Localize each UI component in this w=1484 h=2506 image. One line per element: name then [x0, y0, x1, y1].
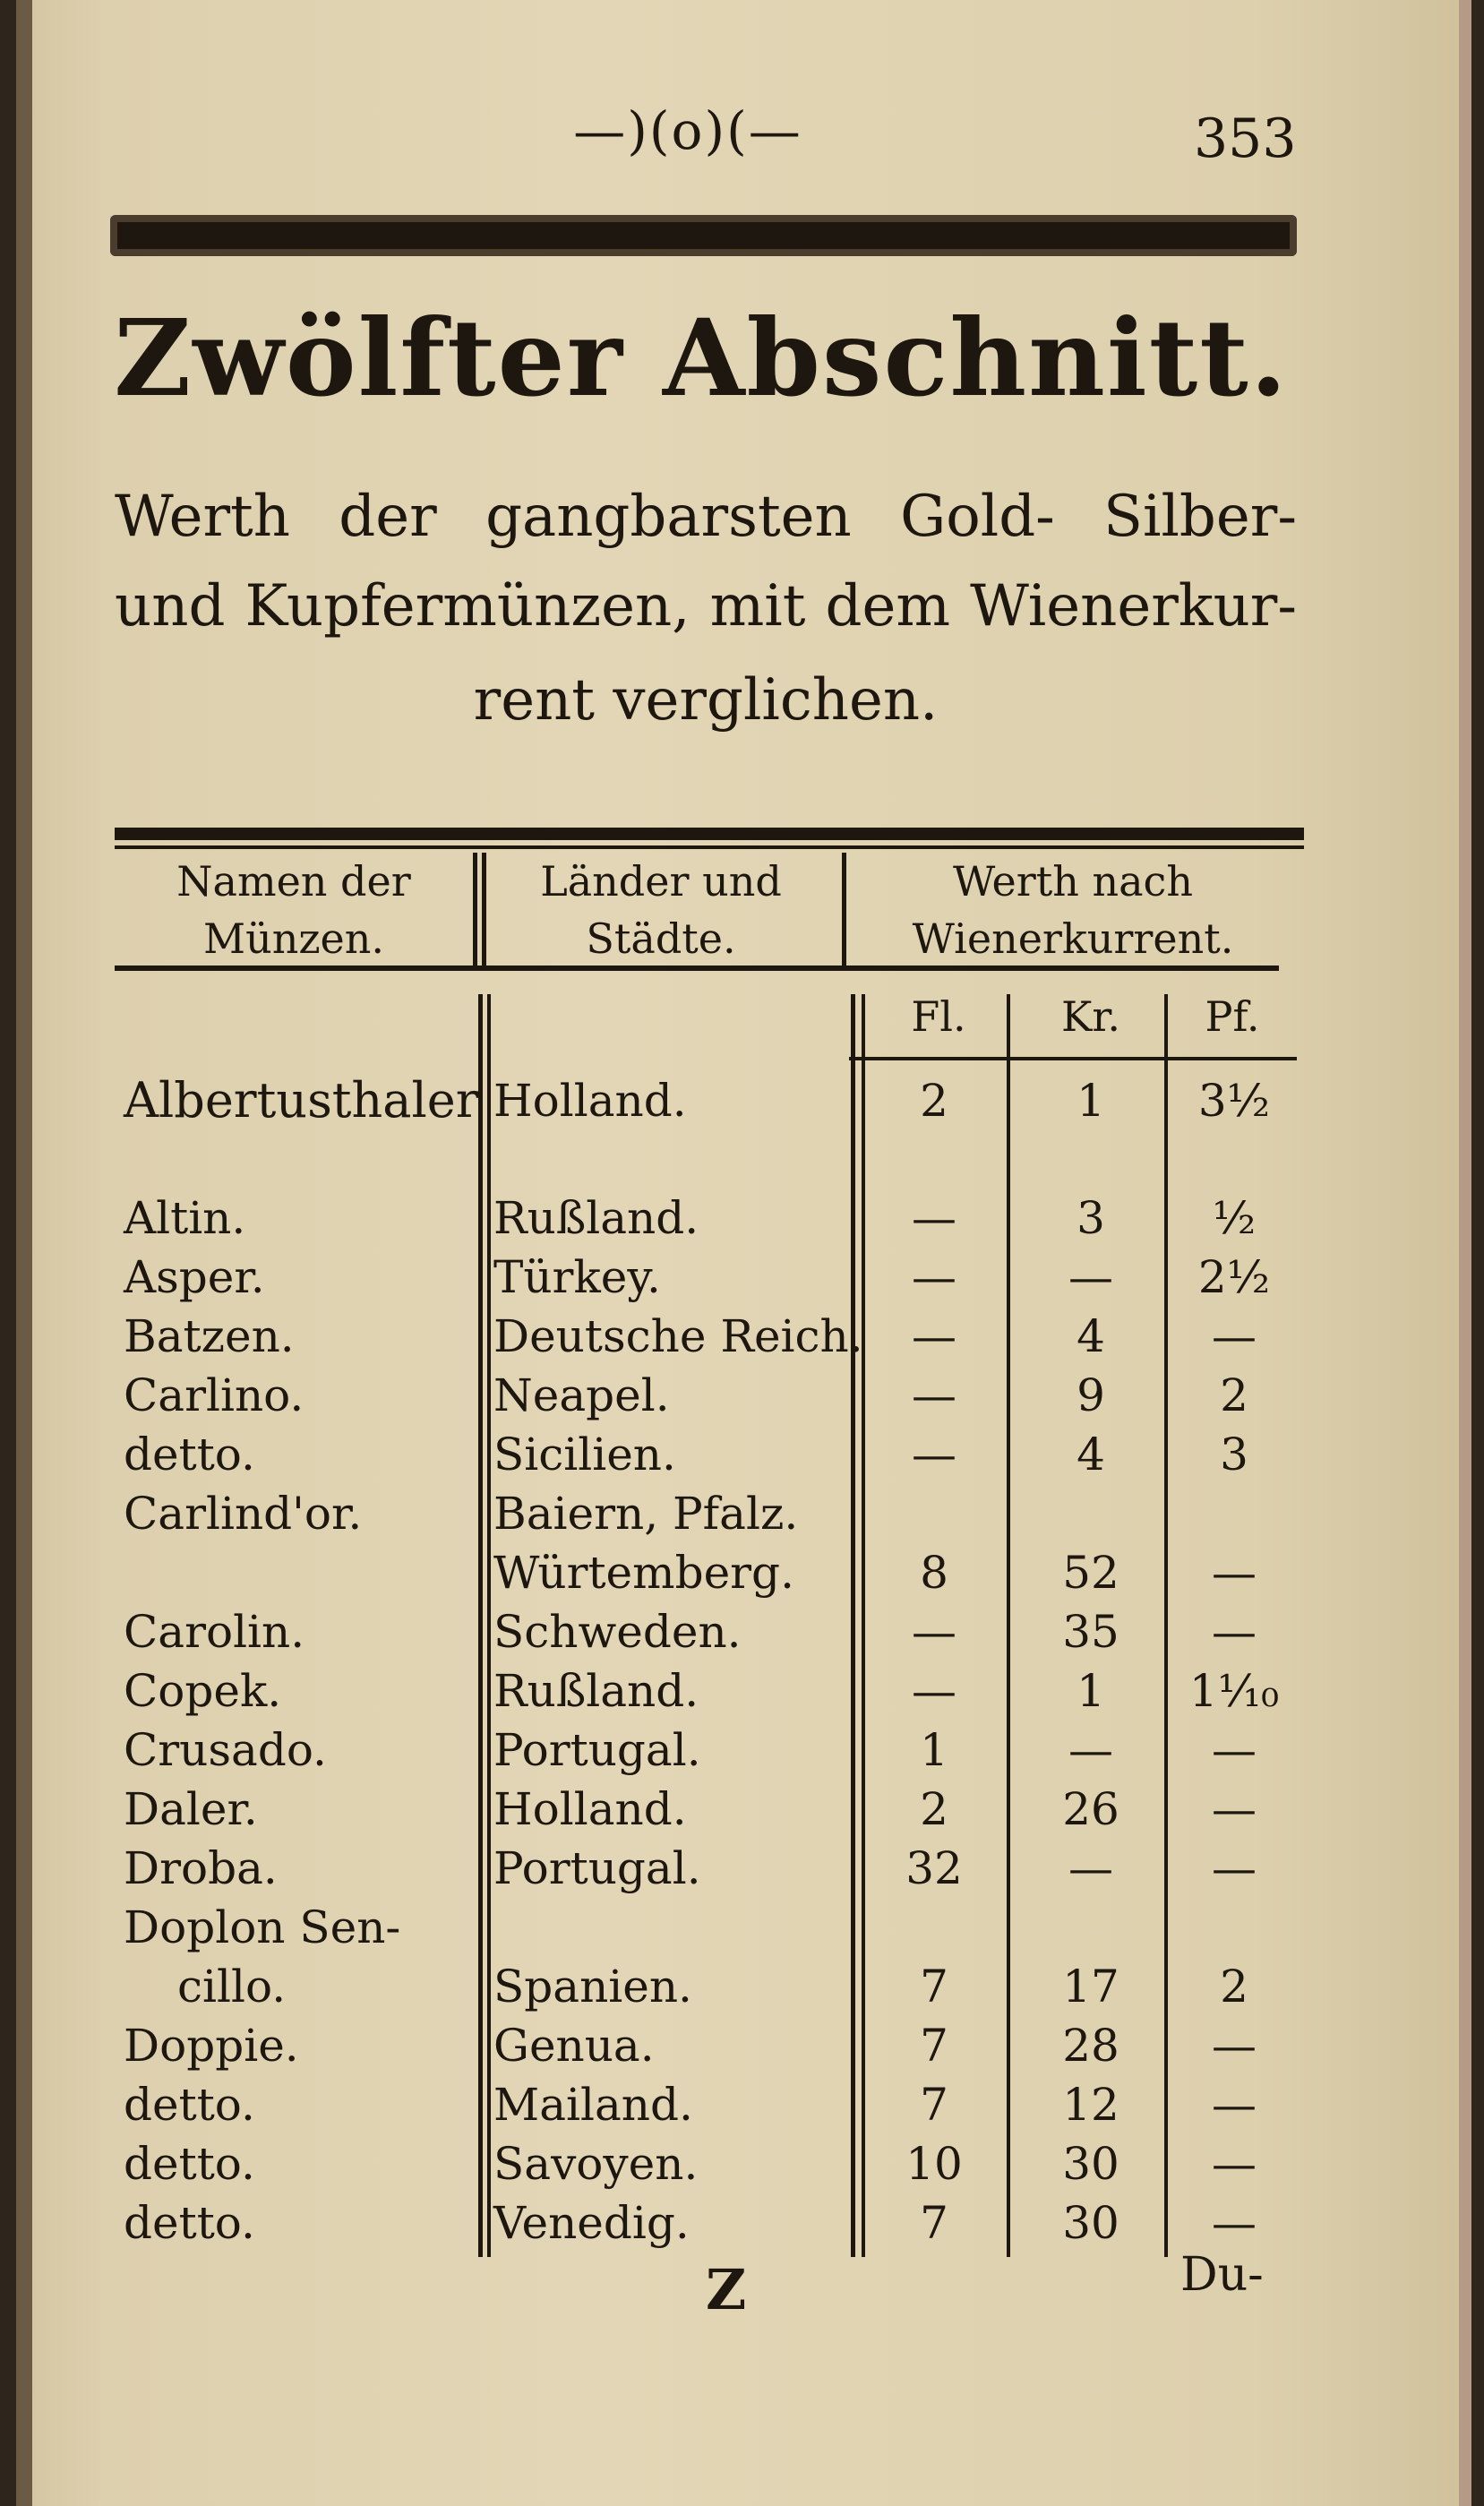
table-row — [16, 2134, 1471, 2193]
coin-country: Rußland. — [493, 1665, 699, 1717]
unit-header-kr: Kr. — [1061, 992, 1120, 1041]
coin-country: Schweden. — [493, 1606, 742, 1658]
header-ornament: —)(o)(— — [573, 100, 802, 161]
coin-country: Baiern, Pfalz. — [493, 1488, 799, 1540]
subtitle-word: Silber- — [1103, 484, 1297, 550]
coin-table — [16, 1030, 1471, 2266]
value-kr: 9 — [1077, 1369, 1105, 1421]
subtitle-word: gangbarsten — [485, 484, 852, 550]
subtitle-word: Gold- — [900, 484, 1055, 550]
coin-country: Venedig. — [493, 2197, 690, 2249]
value-pf: 2½ — [1197, 1251, 1271, 1303]
header-bottom-rule — [115, 965, 1279, 971]
coin-country: Holland. — [493, 1075, 687, 1127]
table-row — [16, 1957, 1471, 2016]
value-kr: 35 — [1062, 1606, 1119, 1658]
coin-country: Portugal. — [493, 1842, 701, 1894]
header-divider-1b — [482, 853, 486, 967]
table-row — [16, 1189, 1471, 1248]
coin-country: Genua. — [493, 2020, 655, 2072]
value-pf: 3 — [1220, 1429, 1248, 1480]
column-header-countries: Länder und Städte. — [540, 857, 782, 963]
table-row — [16, 2016, 1471, 2075]
coin-name: Altin. — [124, 1192, 246, 1244]
value-fl: — — [912, 1665, 956, 1717]
value-kr: 1 — [1077, 1075, 1105, 1127]
chapter-title: Zwölfter Abschnitt. — [114, 296, 1289, 420]
table-row — [16, 1721, 1471, 1780]
value-fl: 8 — [920, 1547, 948, 1599]
coin-country: Rußland. — [493, 1192, 699, 1244]
value-kr: 52 — [1062, 1547, 1119, 1599]
table-top-rule-thin — [115, 845, 1304, 849]
value-pf: 1⅒ — [1188, 1665, 1280, 1717]
table-row — [16, 1602, 1471, 1661]
table-row — [16, 1543, 1471, 1602]
coin-name: Daler. — [124, 1783, 258, 1835]
value-pf: — — [1212, 1724, 1257, 1776]
value-kr: 12 — [1062, 2079, 1119, 2131]
subtitle-line-1 — [115, 484, 1297, 550]
subtitle-word: dem — [825, 573, 951, 639]
table-row — [16, 1898, 1471, 1957]
value-pf: — — [1212, 2079, 1257, 2131]
value-kr: 4 — [1077, 1429, 1105, 1480]
value-pf: — — [1212, 2138, 1257, 2190]
catchword: Du- — [1180, 2248, 1264, 2302]
coin-name: detto. — [124, 2138, 255, 2190]
table-row — [16, 1661, 1471, 1721]
value-kr: 4 — [1077, 1310, 1105, 1362]
subtitle-word: der — [339, 484, 437, 550]
coin-name: Crusado. — [124, 1724, 327, 1776]
value-fl: 2 — [920, 1075, 948, 1127]
table-row — [16, 2075, 1471, 2134]
value-pf: 3½ — [1197, 1075, 1271, 1127]
coin-name: Carolin. — [124, 1606, 305, 1658]
value-pf: — — [1212, 1310, 1257, 1362]
table-top-rule — [115, 828, 1304, 840]
value-fl: — — [912, 1310, 956, 1362]
value-fl: 7 — [920, 2020, 948, 2072]
coin-name: detto. — [124, 1429, 255, 1480]
coin-name: Asper. — [124, 1251, 265, 1303]
coin-name: Doppie. — [124, 2020, 299, 2072]
value-fl: 7 — [920, 2197, 948, 2249]
header-rule — [110, 215, 1297, 256]
coin-name: Carlino. — [124, 1369, 305, 1421]
header-divider-2 — [842, 853, 846, 967]
subtitle-line-3 — [115, 667, 1297, 734]
subtitle-word: Werth — [115, 484, 290, 550]
value-kr: 28 — [1062, 2020, 1119, 2072]
coin-name: Doplon Sen- — [124, 1901, 401, 1953]
value-fl: — — [912, 1192, 956, 1244]
value-kr: 26 — [1062, 1783, 1119, 1835]
value-fl: — — [912, 1606, 956, 1658]
value-fl: 10 — [905, 2138, 963, 2190]
value-kr: — — [1068, 1724, 1113, 1776]
table-row — [16, 1248, 1471, 1307]
coin-name: Batzen. — [124, 1310, 295, 1362]
signature-mark: Z — [706, 2257, 747, 2322]
value-fl: 2 — [920, 1783, 948, 1835]
value-pf: — — [1212, 1842, 1257, 1894]
coin-country: Holland. — [493, 1783, 687, 1835]
table-row — [16, 1780, 1471, 1839]
subtitle-word: Kupfermünzen, — [244, 573, 691, 639]
column-header-names: Namen der Münzen. — [176, 857, 411, 963]
coin-country: Spanien. — [493, 1961, 692, 2013]
value-pf: — — [1212, 1606, 1257, 1658]
value-fl: 7 — [920, 1961, 948, 2013]
coin-name: Droba. — [124, 1842, 278, 1894]
coin-country: Sicilien. — [493, 1429, 676, 1480]
value-kr: 30 — [1062, 2138, 1119, 2190]
value-kr: 30 — [1062, 2197, 1119, 2249]
value-kr: 1 — [1077, 1665, 1105, 1717]
value-fl: 7 — [920, 2079, 948, 2131]
value-kr: 3 — [1077, 1192, 1105, 1244]
unit-header-fl: Fl. — [911, 992, 966, 1041]
table-row — [16, 2193, 1471, 2253]
coin-name: detto. — [124, 2197, 255, 2249]
coin-country: Würtemberg. — [493, 1547, 794, 1599]
page-number: 353 — [1194, 107, 1297, 170]
value-fl: 32 — [905, 1842, 963, 1894]
coin-country: Mailand. — [493, 2079, 693, 2131]
coin-name: detto. — [124, 2079, 255, 2131]
book-page — [16, 0, 1471, 2506]
value-pf: — — [1212, 2020, 1257, 2072]
value-fl: — — [912, 1369, 956, 1421]
subtitle-word: und — [115, 573, 226, 639]
unit-header-pf: Pf. — [1205, 992, 1260, 1041]
subtitle-word: mit — [709, 573, 806, 639]
table-row — [16, 1839, 1471, 1898]
coin-name: Albertusthaler — [124, 1072, 479, 1129]
value-fl: 1 — [920, 1724, 948, 1776]
coin-name: Copek. — [124, 1665, 282, 1717]
table-row — [16, 1366, 1471, 1425]
value-pf: 2 — [1220, 1961, 1248, 2013]
coin-name: Carlind'or. — [124, 1488, 363, 1540]
subtitle-line-2 — [115, 573, 1297, 639]
value-pf: 2 — [1220, 1369, 1248, 1421]
value-kr: 17 — [1062, 1961, 1119, 2013]
value-pf: ½ — [1212, 1192, 1257, 1244]
value-pf: — — [1212, 2197, 1257, 2249]
value-fl: — — [912, 1429, 956, 1480]
coin-country: Türkey. — [493, 1251, 661, 1303]
coin-name: cillo. — [177, 1961, 287, 2013]
table-row — [16, 1425, 1471, 1484]
coin-country: Savoyen. — [493, 2138, 699, 2190]
coin-country: Portugal. — [493, 1724, 701, 1776]
value-pf: — — [1212, 1783, 1257, 1835]
subtitle-word: Wienerkur- — [970, 573, 1297, 639]
table-row — [16, 1071, 1471, 1130]
coin-country: Deutsche Reich. — [493, 1310, 863, 1362]
value-kr: — — [1068, 1842, 1113, 1894]
subtitle-word: rent verglichen. — [473, 667, 939, 734]
value-pf: — — [1212, 1547, 1257, 1599]
value-fl: — — [912, 1251, 956, 1303]
header-divider-1 — [473, 853, 477, 967]
coin-country: Neapel. — [493, 1369, 670, 1421]
column-header-value: Werth nach Wienerkurrent. — [912, 857, 1234, 963]
table-row — [16, 1307, 1471, 1366]
table-row — [16, 1484, 1471, 1543]
value-kr: — — [1068, 1251, 1113, 1303]
